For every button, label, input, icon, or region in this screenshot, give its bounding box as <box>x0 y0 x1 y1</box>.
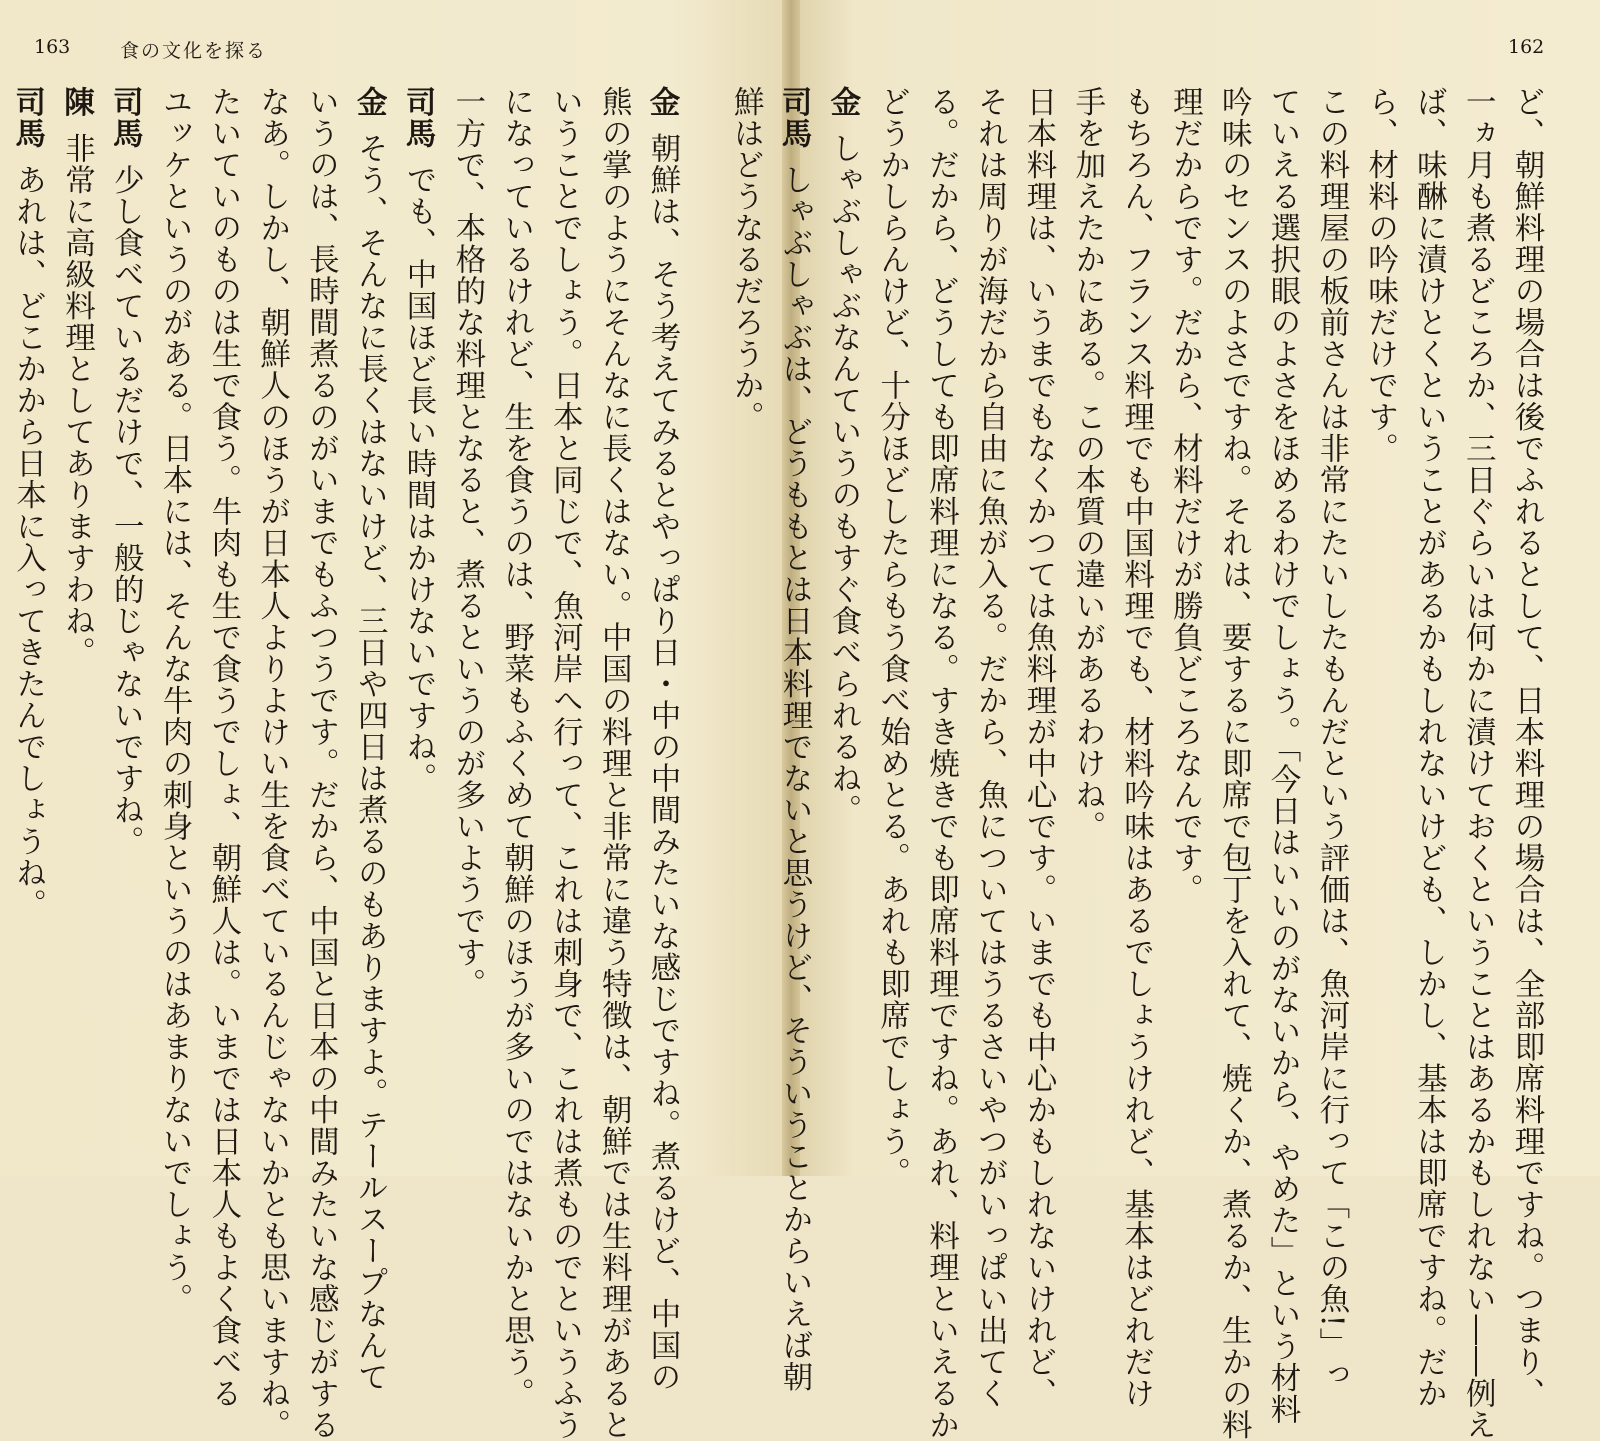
text-line <box>1306 86 1355 1391</box>
text-line <box>149 86 198 1315</box>
line-text: る。だから、どうしても即席料理になる。すき焼きでも即席料理ですね。あれ、料理といえるか <box>923 86 959 1441</box>
running-head: 食の文化を探る <box>120 40 268 62</box>
text-line <box>720 86 769 1176</box>
text-line <box>0 86 3 1176</box>
text-line <box>964 86 1013 1409</box>
text-line <box>1404 86 1453 1409</box>
line-text: いうのは、長時間煮るのがいまでもふつうです。だから、中国と日本の中間みたいな感じがする <box>303 86 339 1441</box>
text-line <box>1062 86 1111 1176</box>
line-text: ば、味醂に漬けとくということがあるかもしれないけども、しかし、基本は即席ですね。だか <box>1411 86 1447 1409</box>
line-text: 一方で、本格的な料理となると、煮るというのが多いようです。 <box>449 86 485 1000</box>
text-line <box>442 86 491 1176</box>
line-text: どうかしらんけど、十分ほどしたらもう食べ始めとる。あれも即席でしょう。 <box>874 86 910 1189</box>
line-text: 吟味のセンスのよさですね。それは、要するに即席で包丁を入れて、焼くか、煮るか、生かの料 <box>1216 86 1252 1441</box>
text-line <box>247 86 296 1441</box>
line-text: 熊の掌のようにそんなに長くはない。中国の料理と非常に違う特徴は、朝鮮では生料理があると <box>596 86 632 1441</box>
speaker-name: 金 <box>824 86 861 118</box>
line-text: もちろん、フランス料理でも中国料理でも、材料吟味はあるでしょうけれど、基本はどれだけ <box>1118 86 1154 1409</box>
text-line <box>296 86 345 1441</box>
speaker-name: 司馬 <box>9 86 46 149</box>
text-line <box>916 86 965 1441</box>
line-text: ど、朝鮮料理の場合は後でふれるとして、日本料理の場合は、全部即席料理ですね。つまり、 <box>1509 86 1544 1409</box>
line-text: 鮮はどうなるだろうか。 <box>728 86 764 433</box>
left-page-text <box>9 86 686 1441</box>
right-page-text <box>728 86 1550 1441</box>
speaker-name: 金 <box>351 86 388 118</box>
text-line <box>1111 86 1160 1409</box>
line-text: ら、材料の吟味だけです。 <box>1362 86 1398 464</box>
text-line <box>637 86 686 1393</box>
text-line <box>393 86 442 1176</box>
text-line <box>1208 86 1257 1441</box>
speaker-name: 金 <box>644 86 680 118</box>
line-text: しゃぶしゃぶなんていうのもすぐ食べられるね。 <box>825 132 861 826</box>
line-text: いうことでしょう。日本と同じで、魚河岸へ行って、これは刺身で、これは煮ものでというふう <box>547 86 583 1441</box>
page-number-right: 162 <box>1508 36 1545 58</box>
text-line <box>344 86 393 1393</box>
line-text: しゃぶしゃぶは、どうももとは日本料理でないと思うけど、そういうことからいえば朝 <box>777 164 813 1393</box>
text-line <box>198 86 247 1409</box>
line-text: あれは、どこかから日本に入ってきたんでしょうね。 <box>10 164 46 921</box>
speaker-name: 司馬 <box>776 86 813 149</box>
speaker-name: 司馬 <box>107 86 144 149</box>
text-line <box>769 86 818 1393</box>
line-text: たいていのものは生で食う。牛肉も生で食うでしょ、朝鮮人は。いまでは日本人もよく食べる <box>205 86 241 1409</box>
line-text: ユッケというのがある。日本には、そんな牛肉の刺身というのはあまりないでしょう。 <box>157 86 193 1315</box>
line-text: 朝鮮は、そう考えてみるとやっぱり日・中の中間みたいな感じですね。煮るけど、中国の <box>645 132 680 1393</box>
line-text: 非常に高級料理としてありますわね。 <box>59 132 95 669</box>
text-line <box>1452 86 1501 1441</box>
line-text: 少し食べているだけで、一般的じゃないですね。 <box>108 164 144 858</box>
page-number-left: 163 <box>34 36 71 58</box>
text-line <box>867 86 916 1189</box>
speaker-name: 司馬 <box>400 86 437 149</box>
text-line <box>491 86 540 1409</box>
line-text: 理だからです。だから、材料だけが勝負どころなんです。 <box>1167 86 1203 905</box>
line-text: 日本料理は、いうまでもなくかつては魚料理が中心です。いまでも中心かもしれないけれど、 <box>1021 86 1057 1409</box>
text-line <box>588 86 637 1441</box>
line-text: でも、中国ほど長い時間はかけないですね。 <box>401 164 437 795</box>
text-line <box>1160 86 1209 1176</box>
text-line <box>540 86 589 1441</box>
text-line <box>3 86 52 1176</box>
line-text: ていえる選択眼のよさをほめるわけでしょう。「今日はいいのがないから、やめた」という材料 <box>1265 86 1301 1426</box>
line-text: 手を加えたかにある。この本質の違いがあるわけね。 <box>1069 86 1105 842</box>
line-text: 一ヵ月も煮るどころか、三日ぐらいは何かに漬けておくということはあるかもしれない――例え <box>1460 86 1496 1441</box>
line-text: なあ。しかし、朝鮮人のほうが日本人よりよけい生を食べているんじゃないかとも思いますね。 <box>254 86 290 1441</box>
text-line <box>1501 86 1550 1409</box>
text-line <box>1013 86 1062 1409</box>
line-text: この料理屋の板前さんは非常にたいしたもんだという評価は、魚河岸に行って「この魚!」っ <box>1313 86 1349 1391</box>
speaker-name: 陳 <box>58 86 95 118</box>
line-text: それは周りが海だから自由に魚が入る。だから、魚についてはうるさいやつがいっぱい出てく <box>972 86 1008 1409</box>
line-text: そう、そんなに長くはないけど、三日や四日は煮るのもありますよ。テールスープなんて <box>352 132 388 1393</box>
text-line <box>1355 86 1404 1176</box>
text-line <box>100 86 149 1176</box>
text-line <box>1257 86 1306 1426</box>
line-text: になっているけれど、生を食うのは、野菜もふくめて朝鮮のほうが多いのではないかと思う。 <box>498 86 534 1409</box>
text-line <box>52 86 101 1176</box>
text-line <box>818 86 867 1176</box>
